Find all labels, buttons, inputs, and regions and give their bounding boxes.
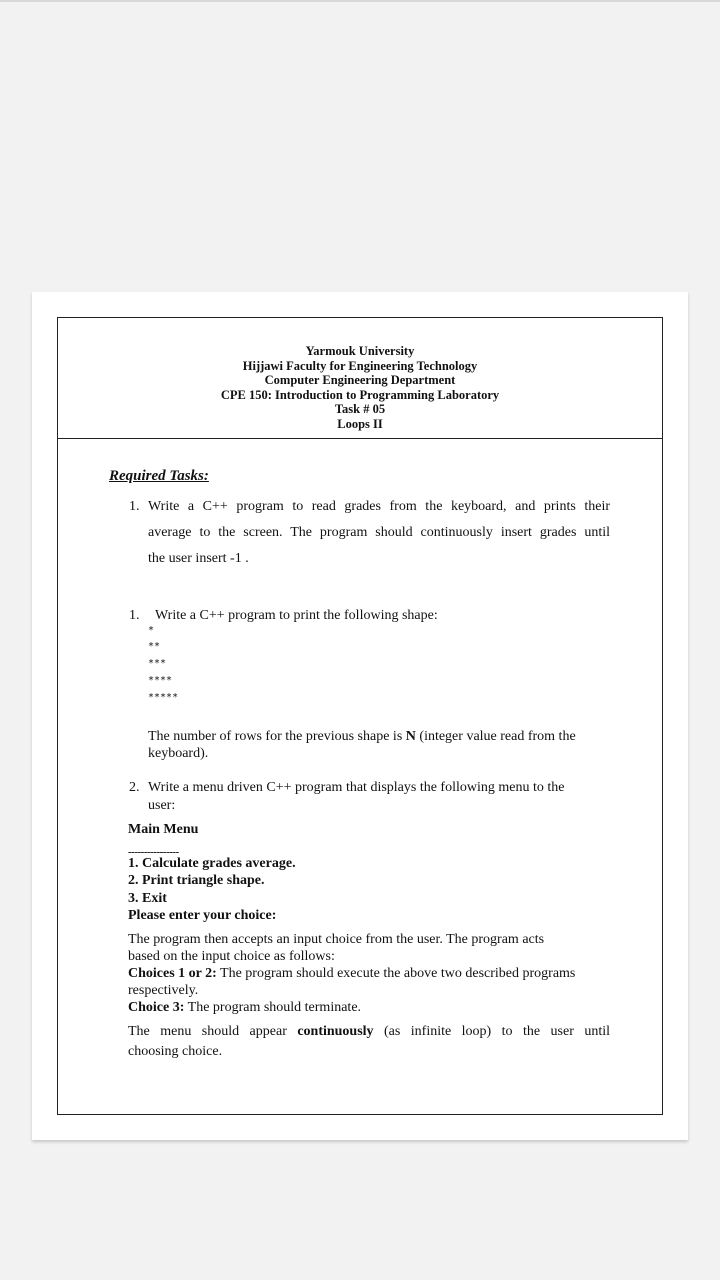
- university-name: Yarmouk University: [305, 344, 415, 358]
- menu-item-1: 1. Calculate grades average.: [128, 856, 296, 871]
- task1-line-2: average to the screen. The program should continuously insert grades until: [148, 525, 610, 540]
- choice-3-line: [128, 1000, 361, 1016]
- document-header: [58, 344, 662, 432]
- choices-1-2-line-2: respectively.: [128, 983, 199, 998]
- shape-row-1: *: [148, 625, 155, 636]
- rows-text-post: (integer value read from the: [415, 729, 576, 744]
- faculty-name: Hijjawi Faculty for Engineering Technology: [242, 358, 478, 373]
- shape-row-3: ***: [148, 658, 167, 669]
- menu-separator: ----------------: [128, 846, 179, 858]
- loop-keyword: continuously: [297, 1024, 374, 1039]
- department-name: Computer Engineering Department: [264, 373, 456, 388]
- rows-variable: N: [405, 729, 416, 744]
- task1-line-3: the user insert -1 .: [148, 551, 249, 566]
- loop-text-pre: The menu should appear: [128, 1024, 298, 1039]
- choices-1-2-label: Choices 1 or 2:: [128, 966, 217, 981]
- menu-item-3: 3. Exit: [128, 891, 167, 906]
- choices-1-2-text: The program should execute the above two described programs: [216, 966, 576, 981]
- document-page: [32, 292, 688, 1140]
- menu-prompt: Please enter your choice:: [128, 908, 277, 923]
- loop-description-line-1: [128, 1024, 610, 1040]
- rows-text-pre: The number of rows for the previous shape is: [148, 729, 406, 744]
- required-tasks-heading: Required Tasks:: [109, 468, 209, 484]
- rows-description-line-1: [148, 729, 576, 745]
- choice-3-text: The program should terminate.: [184, 1000, 362, 1015]
- loop-text-post: (as infinite loop) to the user until: [373, 1024, 611, 1039]
- top-edge: [0, 0, 720, 2]
- rows-description-line-2: keyboard).: [148, 746, 209, 761]
- shape-row-4: ****: [148, 675, 173, 686]
- shape-row-5: *****: [148, 692, 179, 703]
- menu-title: Main Menu: [128, 822, 199, 837]
- task3-number: 2.: [129, 780, 140, 795]
- task-topic: Loops II: [337, 416, 383, 431]
- task-number: Task # 05: [334, 402, 386, 417]
- task2-intro: Write a C++ program to print the following shape:: [155, 608, 438, 623]
- task1-number: 1.: [129, 499, 140, 514]
- choices-1-2-line: [128, 966, 575, 982]
- task2-number: 1.: [129, 608, 140, 623]
- description-line-1: The program then accepts an input choice from the user. The program acts: [128, 932, 545, 947]
- menu-item-2: 2. Print triangle shape.: [128, 873, 265, 888]
- choice-3-label: Choice 3:: [128, 1000, 185, 1015]
- task1-line-1: Write a C++ program to read grades from the keyboard, and prints their: [148, 499, 610, 514]
- page-border: [57, 317, 663, 1115]
- shape-row-2: **: [148, 641, 161, 652]
- task3-line-1: Write a menu driven C++ program that displays the following menu to the: [148, 780, 565, 795]
- loop-description-line-2: choosing choice.: [128, 1044, 223, 1059]
- description-line-2: based on the input choice as follows:: [128, 949, 335, 964]
- task3-line-2: user:: [148, 798, 176, 813]
- course-title: CPE 150: Introduction to Programming Laboratory: [220, 387, 500, 402]
- header-divider: [58, 438, 662, 439]
